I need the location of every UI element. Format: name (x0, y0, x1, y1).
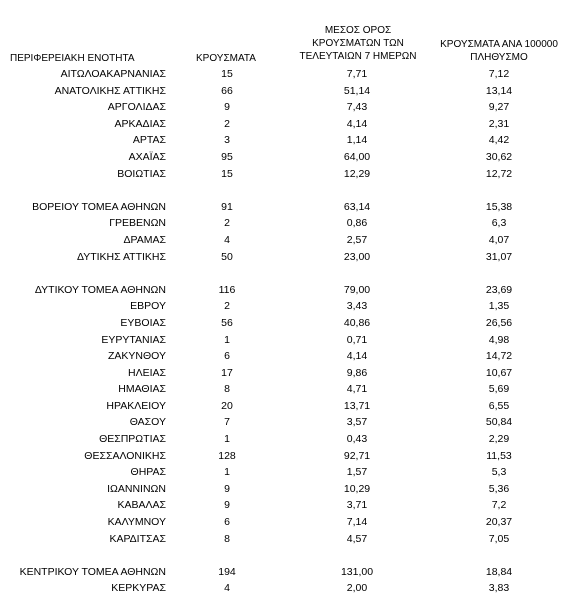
cell-region: ΑΡΤΑΣ (132, 134, 166, 147)
cell-cases: 6 (224, 350, 230, 363)
cell-cases: 1 (224, 433, 230, 446)
table-row (0, 464, 570, 481)
cell-cases-per-100k: 13,14 (485, 84, 513, 97)
cell-seven-day-average: 3,43 (346, 300, 368, 313)
cell-cases-per-100k: 30,62 (485, 150, 513, 163)
table-row (0, 282, 570, 299)
cell-cases-per-100k: 7,05 (488, 532, 510, 545)
cell-cases: 9 (224, 101, 230, 114)
cell-cases-per-100k: 4,98 (488, 333, 510, 346)
cell-cases-per-100k: 6,55 (488, 399, 510, 412)
cell-cases-per-100k: 7,2 (491, 499, 507, 512)
cell-region: ΓΡΕΒΕΝΩΝ (109, 217, 166, 230)
table-row (0, 564, 570, 581)
cell-cases: 4 (224, 582, 230, 595)
cell-seven-day-average: 23,00 (343, 250, 371, 263)
header-seven-day-average: ΜΕΣΟΣ ΟΡΟΣ ΚΡΟΥΣΜΑΤΩΝ ΤΩΝ ΤΕΛΕΥΤΑΙΩΝ 7 ΗΜΕΡΩΝ (299, 25, 417, 62)
cell-region: ΕΒΡΟΥ (130, 300, 166, 313)
cell-cases-per-100k: 20,37 (485, 516, 513, 529)
cell-cases-per-100k: 50,84 (485, 416, 513, 429)
cell-cases-per-100k: 12,72 (485, 167, 513, 180)
table-row (0, 448, 570, 465)
cell-cases: 4 (224, 233, 230, 246)
table-row (0, 149, 570, 166)
cell-region: ΚΕΡΚΥΡΑΣ (111, 582, 166, 595)
cell-cases: 128 (218, 449, 236, 462)
table-row (0, 414, 570, 431)
cell-seven-day-average: 51,14 (343, 84, 371, 97)
header-region: ΠΕΡΙΦΕΡΕΙΑΚΗ ΕΝΟΤΗΤΑ (10, 53, 135, 64)
cell-region: ΕΥΡΥΤΑΝΙΑΣ (101, 333, 166, 346)
cell-cases-per-100k: 5,3 (491, 466, 507, 479)
table-row (0, 249, 570, 266)
cell-cases: 56 (221, 316, 233, 329)
cell-seven-day-average: 4,57 (346, 532, 368, 545)
cell-cases: 9 (224, 499, 230, 512)
cell-seven-day-average: 79,00 (343, 283, 371, 296)
table-row (0, 497, 570, 514)
cell-seven-day-average: 0,86 (346, 217, 368, 230)
table-row (0, 199, 570, 216)
table-row (0, 215, 570, 232)
cell-cases-per-100k: 2,31 (488, 117, 510, 130)
cell-cases-per-100k: 4,07 (488, 233, 510, 246)
cell-cases-per-100k: 15,38 (485, 200, 513, 213)
cell-seven-day-average: 0,71 (346, 333, 368, 346)
cell-region: ΘΗΡΑΣ (130, 466, 166, 479)
cell-seven-day-average: 2,57 (346, 233, 368, 246)
cell-region: ΑΡΓΟΛΙΔΑΣ (107, 101, 166, 114)
table-row (0, 431, 570, 448)
table-row (0, 348, 570, 365)
table-row (0, 298, 570, 315)
table-row (0, 514, 570, 531)
cell-region: ΔΡΑΜΑΣ (123, 233, 166, 246)
cell-cases-per-100k: 5,69 (488, 383, 510, 396)
cell-cases: 15 (221, 68, 233, 80)
cell-region: ΒΟΡΕΙΟΥ ΤΟΜΕΑ ΑΘΗΝΩΝ (32, 200, 166, 213)
cell-cases: 2 (224, 117, 230, 130)
table-row (0, 481, 570, 498)
cell-region: ΗΛΕΙΑΣ (127, 366, 166, 379)
cell-cases: 7 (224, 416, 230, 429)
cell-region: ΑΧΑΪΑΣ (128, 150, 166, 163)
cell-cases-per-100k: 26,56 (485, 316, 513, 329)
table-row (0, 580, 570, 597)
cell-seven-day-average: 64,00 (343, 150, 371, 163)
cell-region: ΕΥΒΟΙΑΣ (120, 316, 166, 329)
cell-seven-day-average: 63,14 (343, 200, 371, 213)
table-header (0, 0, 570, 66)
table-row (0, 232, 570, 249)
cell-seven-day-average: 1,14 (346, 134, 368, 147)
cell-cases-per-100k: 11,53 (486, 449, 512, 462)
cell-seven-day-average: 7,71 (346, 68, 368, 80)
table-row (0, 315, 570, 332)
table-row (0, 381, 570, 398)
table-row (0, 116, 570, 133)
cell-region: ΔΥΤΙΚΟΥ ΤΟΜΕΑ ΑΘΗΝΩΝ (34, 283, 166, 296)
cell-region: ΖΑΚΥΝΘΟΥ (107, 350, 166, 363)
cell-cases: 116 (218, 283, 236, 296)
cell-cases-per-100k: 3,83 (488, 582, 510, 595)
cell-cases: 9 (224, 482, 230, 495)
cell-seven-day-average: 9,86 (346, 366, 368, 379)
cell-seven-day-average: 7,14 (346, 516, 368, 529)
cell-seven-day-average: 10,29 (343, 482, 371, 495)
cell-cases-per-100k: 6,3 (491, 217, 507, 230)
cell-region: ΗΡΑΚΛΕΙΟΥ (106, 399, 166, 412)
cell-cases-per-100k: 5,36 (488, 482, 510, 495)
cell-region: ΚΑΒΑΛΑΣ (117, 499, 166, 512)
cell-region: ΔΥΤΙΚΗΣ ΑΤΤΙΚΗΣ (76, 250, 166, 263)
cell-region: ΘΑΣΟΥ (129, 416, 166, 429)
cell-cases-per-100k: 9,27 (488, 101, 510, 114)
cell-cases: 2 (224, 217, 230, 230)
table-body (0, 66, 570, 597)
cell-cases-per-100k: 7,12 (488, 68, 510, 80)
cell-cases: 8 (224, 383, 230, 396)
table-row (0, 66, 570, 83)
table-row (0, 166, 570, 183)
table-row (0, 332, 570, 349)
cell-seven-day-average: 3,57 (346, 416, 368, 429)
cell-seven-day-average: 4,14 (346, 350, 368, 363)
cell-cases: 20 (221, 399, 233, 412)
header-cases: ΚΡΟΥΣΜΑΤΑ (196, 53, 256, 64)
cell-seven-day-average: 4,71 (346, 383, 368, 396)
cell-cases: 194 (218, 565, 236, 578)
table-row (0, 531, 570, 548)
cell-cases: 95 (221, 150, 233, 163)
cell-cases-per-100k: 10,67 (485, 366, 513, 379)
cell-seven-day-average: 3,71 (346, 499, 368, 512)
cell-region: ΚΑΛΥΜΝΟΥ (107, 516, 166, 529)
cell-cases-per-100k: 14,72 (485, 350, 513, 363)
cell-region: ΑΝΑΤΟΛΙΚΗΣ ΑΤΤΙΚΗΣ (54, 84, 166, 97)
cell-seven-day-average: 12,29 (343, 167, 371, 180)
spacer-row (0, 265, 570, 282)
cell-cases: 3 (224, 134, 230, 147)
cell-seven-day-average: 2,00 (346, 582, 368, 595)
cell-seven-day-average: 131,00 (340, 565, 374, 578)
cell-region: ΗΜΑΘΙΑΣ (118, 383, 166, 396)
cell-cases: 66 (221, 84, 233, 97)
cell-seven-day-average: 0,43 (346, 433, 368, 446)
cell-cases: 1 (224, 333, 230, 346)
cell-cases-per-100k: 1,35 (488, 300, 510, 313)
cell-seven-day-average: 40,86 (343, 316, 371, 329)
table-row (0, 365, 570, 382)
table-row (0, 83, 570, 100)
cell-cases-per-100k: 18,84 (485, 565, 513, 578)
cell-cases-per-100k: 4,42 (488, 134, 510, 147)
spacer-row (0, 547, 570, 564)
cell-seven-day-average: 13,71 (343, 399, 371, 412)
cell-region: ΘΕΣΠΡΩΤΙΑΣ (99, 433, 166, 446)
cell-region: ΚΕΝΤΡΙΚΟΥ ΤΟΜΕΑ ΑΘΗΝΩΝ (19, 565, 166, 578)
cell-region: ΙΩΑΝΝΙΝΩΝ (107, 482, 166, 495)
cell-region: ΘΕΣΣΑΛΟΝΙΚΗΣ (84, 449, 166, 462)
spacer-row (0, 182, 570, 199)
cell-region: ΚΑΡΔΙΤΣΑΣ (109, 532, 166, 545)
cell-seven-day-average: 92,71 (343, 449, 371, 462)
table-row (0, 398, 570, 415)
cell-cases: 2 (224, 300, 230, 313)
cell-region: ΑΡΚΑΔΙΑΣ (114, 117, 166, 130)
cell-cases: 1 (224, 466, 230, 479)
cell-cases: 50 (221, 250, 233, 263)
cell-cases-per-100k: 31,07 (485, 250, 513, 263)
cell-cases: 6 (224, 516, 230, 529)
table-row (0, 99, 570, 116)
cell-seven-day-average: 4,14 (346, 117, 368, 130)
cell-seven-day-average: 7,43 (346, 101, 368, 114)
cell-region: ΑΙΤΩΛΟΑΚΑΡΝΑΝΙΑΣ (60, 68, 166, 80)
cell-cases: 17 (221, 366, 233, 379)
cell-cases: 15 (221, 167, 233, 180)
table-row (0, 132, 570, 149)
header-cases-per-100k: ΚΡΟΥΣΜΑΤΑ ΑΝΑ 100000 ΠΛΗΘΥΣΜΟ (440, 39, 558, 63)
cell-cases: 91 (221, 200, 233, 213)
cell-cases: 8 (224, 532, 230, 545)
cell-seven-day-average: 1,57 (346, 466, 368, 479)
cell-cases-per-100k: 2,29 (488, 433, 510, 446)
cell-region: ΒΟΙΩΤΙΑΣ (117, 167, 166, 180)
cell-cases-per-100k: 23,69 (485, 283, 513, 296)
